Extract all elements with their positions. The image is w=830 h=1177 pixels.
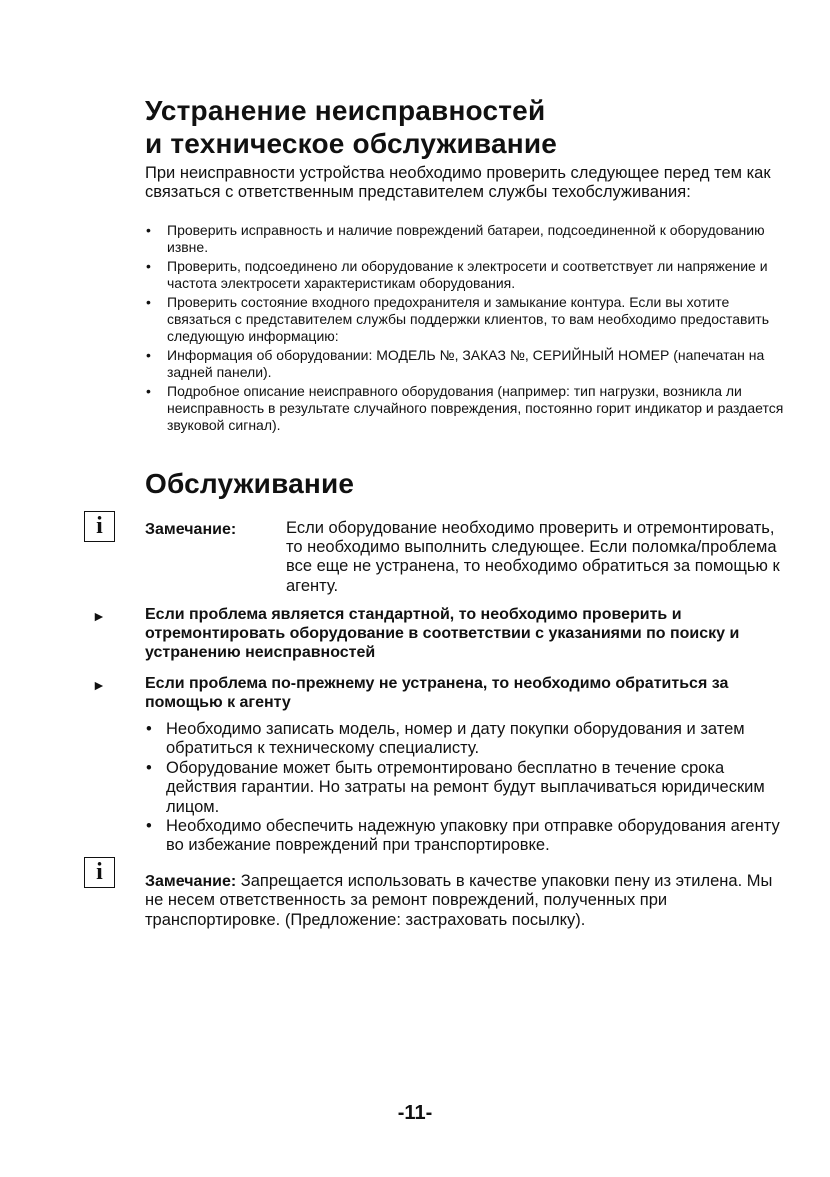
title-line-2: и техническое обслуживание [145, 128, 558, 159]
packaging-note [145, 872, 785, 930]
check-list [145, 222, 785, 436]
intro-paragraph: При неисправности устройства необходимо проверить следующее перед тем как связаться с ответственным представителем службы техобслуживания: [145, 164, 771, 201]
list-item: • Информация об оборудовании: МОДЕЛЬ №, ЗАКАЗ №, СЕРИЙНЫЙ НОМЕР (напечатан на задней панели). [145, 347, 785, 382]
section-title-troubleshooting [145, 94, 557, 160]
arrow-icon: ► [92, 677, 106, 693]
list-item: • Необходимо записать модель, номер и дату покупки оборудования и затем обратиться к техническому специалисту. [145, 720, 785, 759]
info-icon: i [84, 511, 115, 542]
list-item: • Необходимо обеспечить надежную упаковку при отправке оборудования агенту во избежание повреждений при транспортировке. [145, 817, 785, 856]
title-line-1: Устранение неисправностей [145, 95, 546, 126]
arrow-icon: ► [92, 608, 106, 624]
arrow-item-agent: Если проблема по-прежнему не устранена, то необходимо обратиться за помощью к агенту [145, 675, 729, 712]
note-label: Замечание: [145, 873, 237, 890]
page-number: -11- [397, 1102, 433, 1124]
list-item: • Проверить, подсоединено ли оборудование к электросети и соответствует ли напряжение и частота электросети характеристикам оборудования. [145, 258, 785, 293]
list-item: • Проверить состояние входного предохранителя и замыкание контура. Если вы хотите связаться с представителем службы поддержки клиентов, то вам необходимо предоставить следующую информацию: [145, 294, 785, 346]
info-icon: i [84, 857, 115, 888]
agent-steps-list [145, 720, 785, 856]
list-item: • Проверить исправность и наличие повреждений батареи, подсоединенной к оборудованию извне. [145, 222, 785, 257]
section-title-maintenance: Обслуживание [145, 468, 355, 499]
note-text: Запрещается использовать в качестве упаковки пену из этилена. Мы не несем ответственность за ремонт повреждений, полученных при транспортировке. (Предложение: застраховать посылку). [145, 872, 773, 929]
arrow-item-standard: Если проблема является стандартной, то необходимо проверить и отремонтировать оборудование в соответствии с указаниями по поиску и устранению неисправностей [145, 606, 740, 662]
list-item: • Подробное описание неисправного оборудования (например: тип нагрузки, возникла ли неисправность в результате случайного повреждения, постоянно горит индикатор и раздается звуковой сигнал). [145, 383, 785, 435]
list-item: • Оборудование может быть отремонтировано бесплатно в течение срока действия гарантии. Но затраты на ремонт будут выплачиваться юридическим лицом. [145, 759, 785, 817]
note-text: Если оборудование необходимо проверить и отремонтировать, то необходимо выполнить следующее. Если поломка/проблема все еще не устранена, то необходимо обратиться за помощью к агенту. [286, 519, 780, 595]
note-label: Замечание: [145, 521, 237, 538]
